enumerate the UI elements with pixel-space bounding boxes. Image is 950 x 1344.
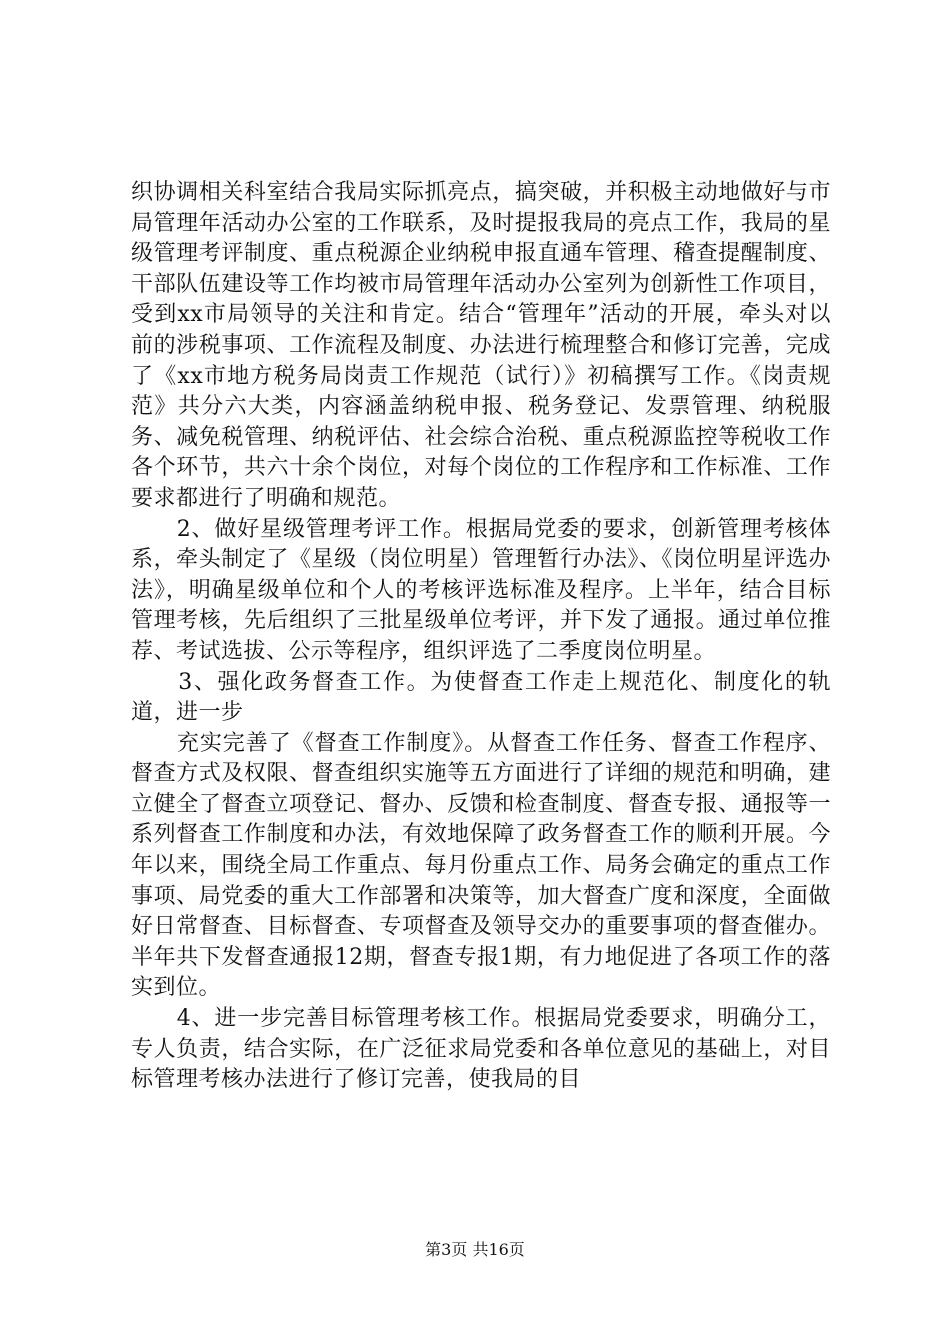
page-number-footer: 第3页 共16页 [425,1240,525,1259]
paragraph-item-4: 4、进一步完善目标管理考核工作。根据局党委要求，明确分工，专人负责，结合实际，在广泛征求局党委和各单位意见的基础上，对目标管理考核办法进行了修订完善，使我局的目 [131,1006,831,1093]
document-body [131,178,831,1096]
paragraph-continuation: 织协调相关科室结合我局实际抓亮点，搞突破，并积极主动地做好与市局管理年活动办公室的工作联系，及时提报我局的亮点工作，我局的星级管理考评制度、重点税源企业纳税申报直通车管理、稽查提醒制度、干部队伍建设等工作均被市局管理年活动办公室列为创新性工作项目，受到xx市局领导的关注和肯定。结合“管理年”活动的开展，牵头对以前的涉税事项、工作流程及制度、办法进行梳理整合和修订完善，完成了《xx市地方税务局岗责工作规范（试行）》初稿撰写工作。《岗责规范》共分六大类，内容涵盖纳税申报、税务登记、发票管理、纳税服务、减免税管理、纳税评估、社会综合治税、重点税源监控等税收工作各个环节，共六十余个岗位，对每个岗位的工作程序和工作标准、工作要求都进行了明确和规范。 [131,180,831,511]
paragraph-item-3-heading: 3、强化政务督查工作。为使督查工作走上规范化、制度化的轨道，进一步 [131,669,831,726]
paragraph-item-2: 2、做好星级管理考评工作。根据局党委的要求，创新管理考核体系，牵头制定了《星级（岗位明星）管理暂行办法》、《岗位明星评选办法》，明确星级单位和个人的考核评选标准及程序。上半年，结合目标管理考核，先后组织了三批星级单位考评，并下发了通报。通过单位推荐、考试选拔、公示等程序，组织评选了二季度岗位明星。 [131,516,831,664]
paragraph-item-3-body: 充实完善了《督查工作制度》。从督查工作任务、督查工作程序、督查方式及权限、督查组织实施等五方面进行了详细的规范和明确，建立健全了督查立项登记、督办、反馈和检查制度、督查专报、通报等一系列督查工作制度和办法，有效地保障了政务督查工作的顺利开展。今年以来，围绕全局工作重点、每月份重点工作、局务会确定的重点工作事项、局党委的重大工作部署和决策等，加大督查广度和深度，全面做好日常督查、目标督查、专项督查及领导交办的重要事项的督查催办。半年共下发督查通报12期，督查专报1期，有力地促进了各项工作的落实到位。 [131,730,831,1001]
